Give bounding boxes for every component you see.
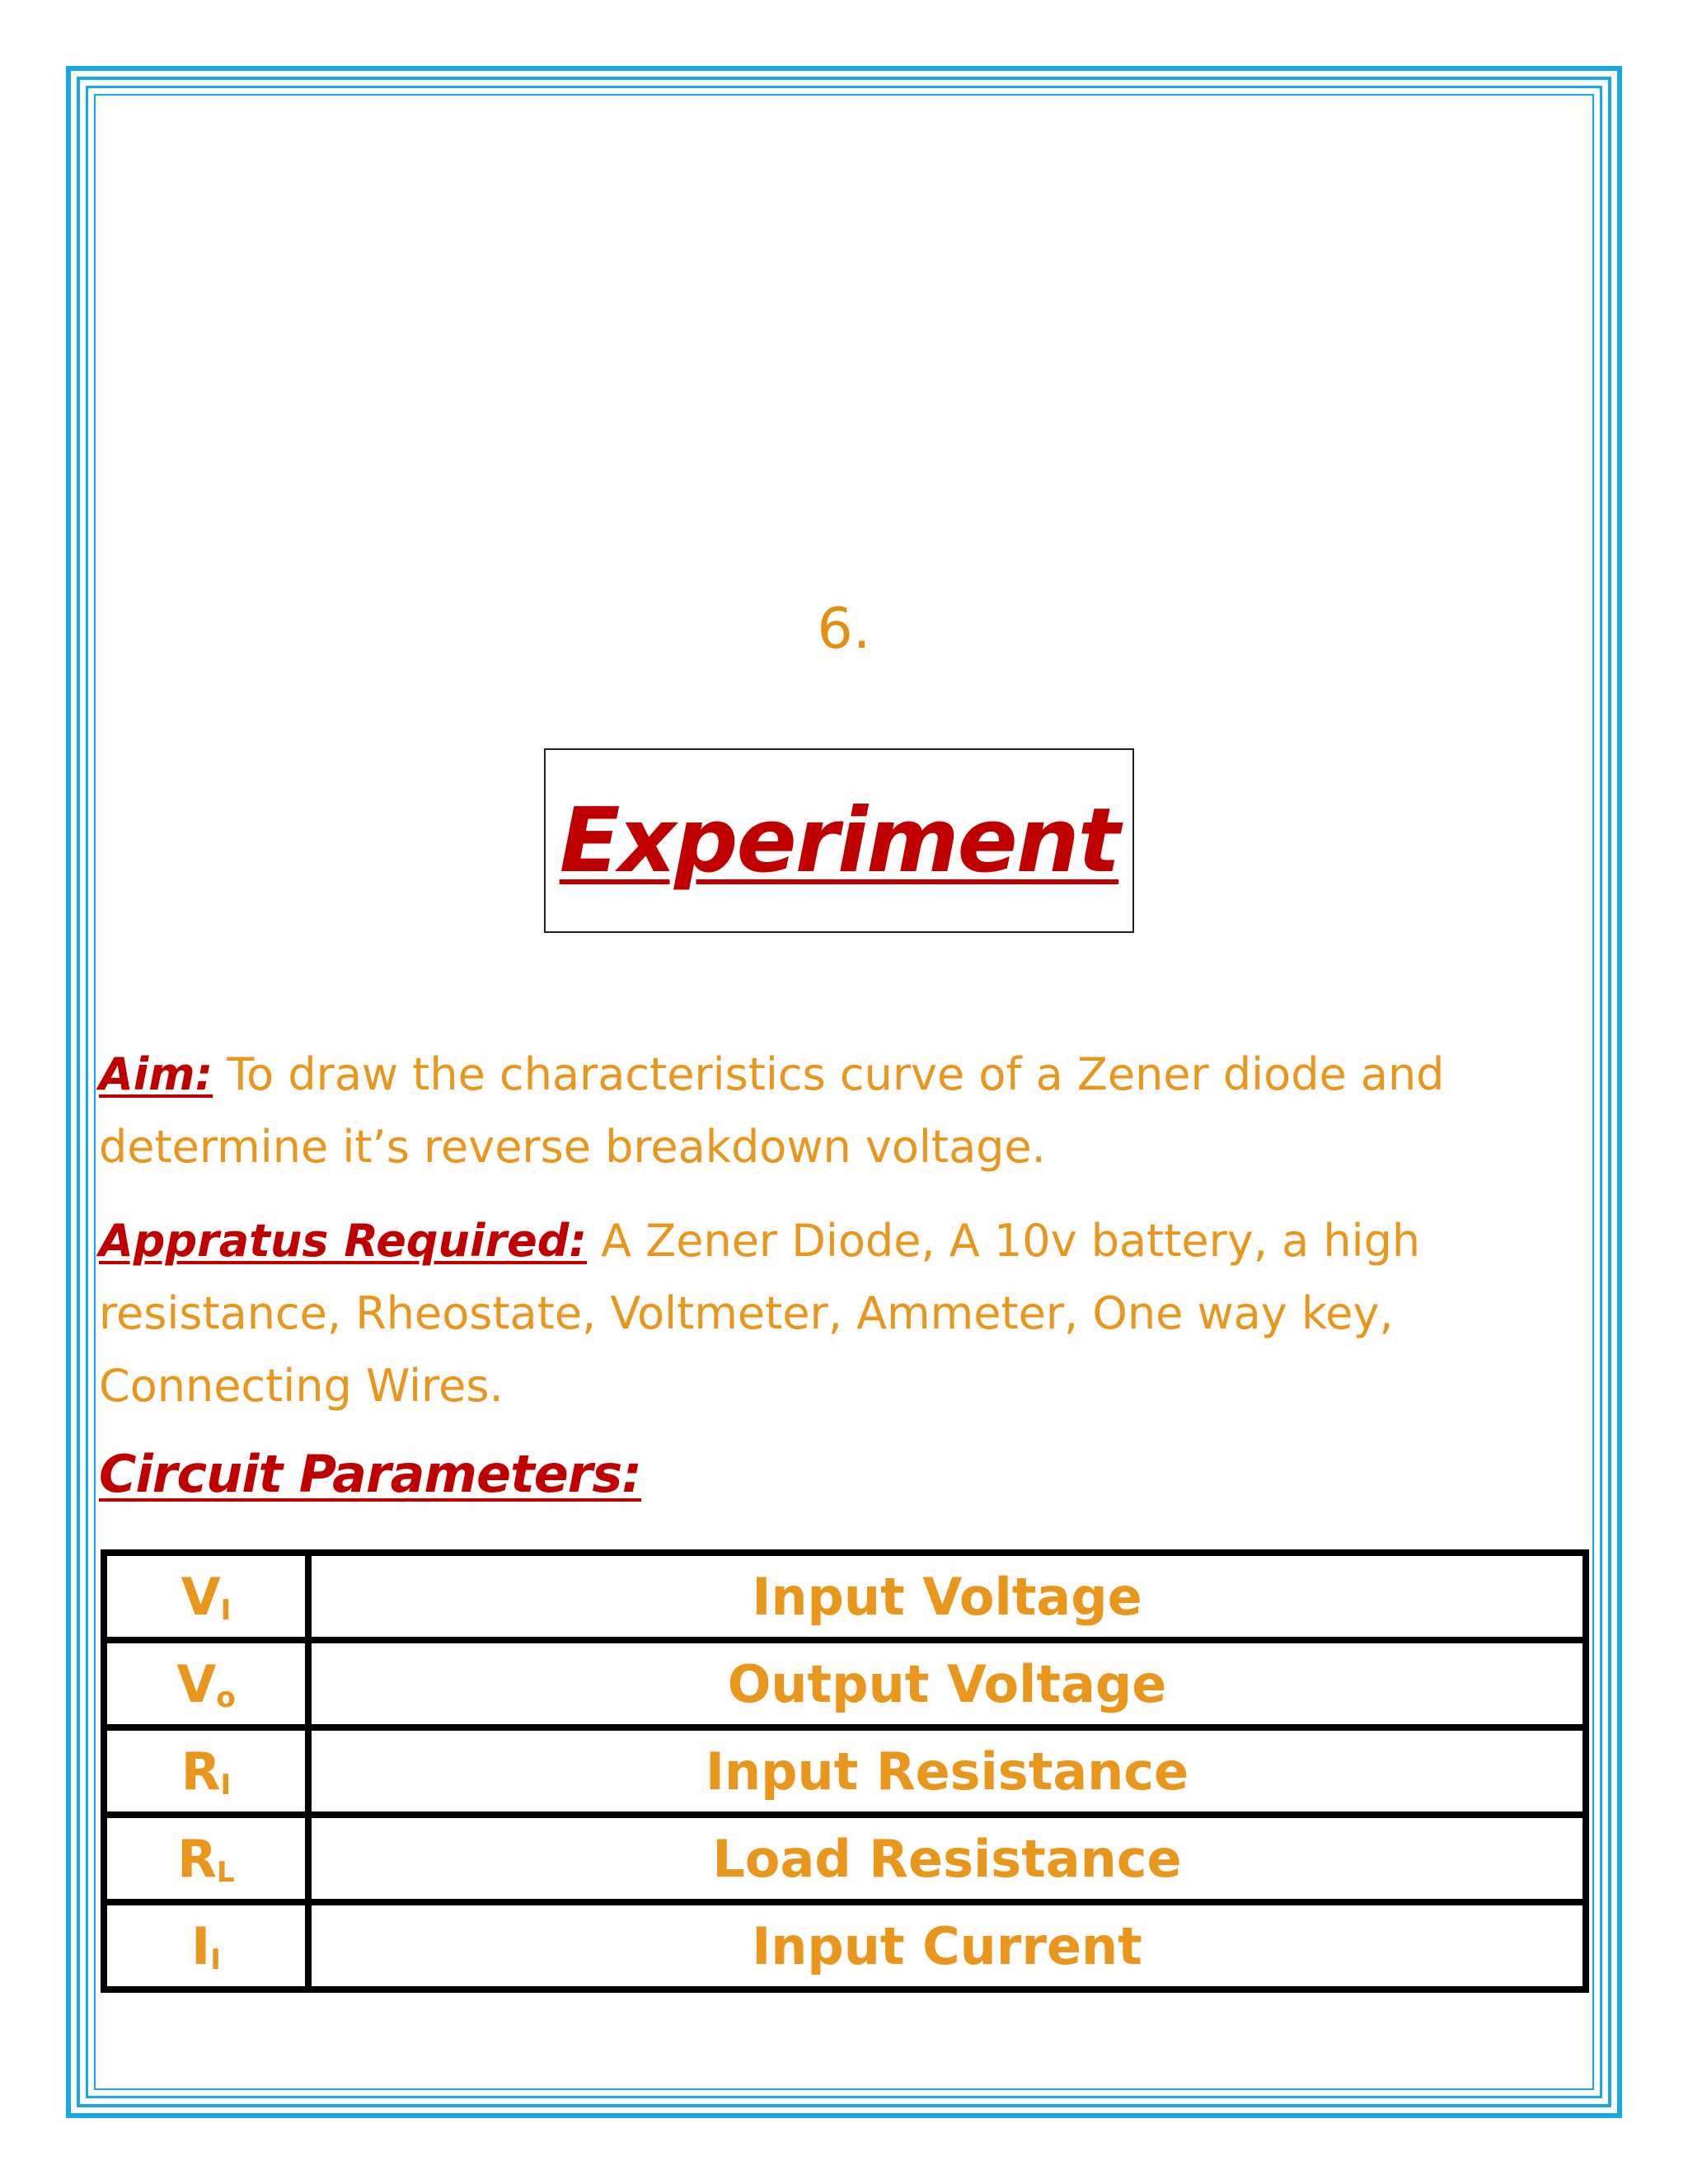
apparatus-text-line3: Connecting Wires. [99,1360,504,1412]
parameter-description: Input Current [308,1902,1586,1990]
apparatus-paragraph [99,1205,1500,1422]
aim-label: Aim: [99,1048,213,1100]
circuit-parameters-table [101,1549,1589,1993]
table-row [104,1727,1586,1815]
table-row [104,1902,1586,1990]
experiment-number: 6. [817,597,871,662]
table-row [104,1815,1586,1902]
parameter-symbol: $R_I$ [104,1727,308,1815]
circuit-parameters-heading: Circuit Parameters: [99,1444,642,1504]
parameter-description: Input Resistance [308,1727,1586,1815]
parameter-description: Output Voltage [308,1640,1586,1727]
parameter-symbol: $I_I$ [104,1902,308,1990]
title-box [544,748,1134,933]
parameter-symbol: $V_I$ [104,1553,308,1640]
table-row [104,1640,1586,1727]
apparatus-label: Appratus Required: [99,1215,587,1267]
page-title: Experiment [559,789,1119,893]
apparatus-text-line2: resistance, Rheostate, Voltmeter, Ammeter, One way key, [99,1287,1394,1339]
parameter-symbol: $V_o$ [104,1640,308,1727]
aim-text-line2: determine it’s reverse breakdown voltage. [99,1121,1046,1173]
aim-paragraph [99,1038,1500,1183]
parameter-symbol: $R_L$ [104,1815,308,1902]
parameter-description: Input Voltage [308,1553,1586,1640]
apparatus-text-line1: A Zener Diode, A 10v battery, a high [587,1215,1421,1267]
table-row [104,1553,1586,1640]
aim-text-line1: To draw the characteristics curve of a Zener diode and [213,1048,1445,1100]
parameter-description: Load Resistance [308,1815,1586,1902]
